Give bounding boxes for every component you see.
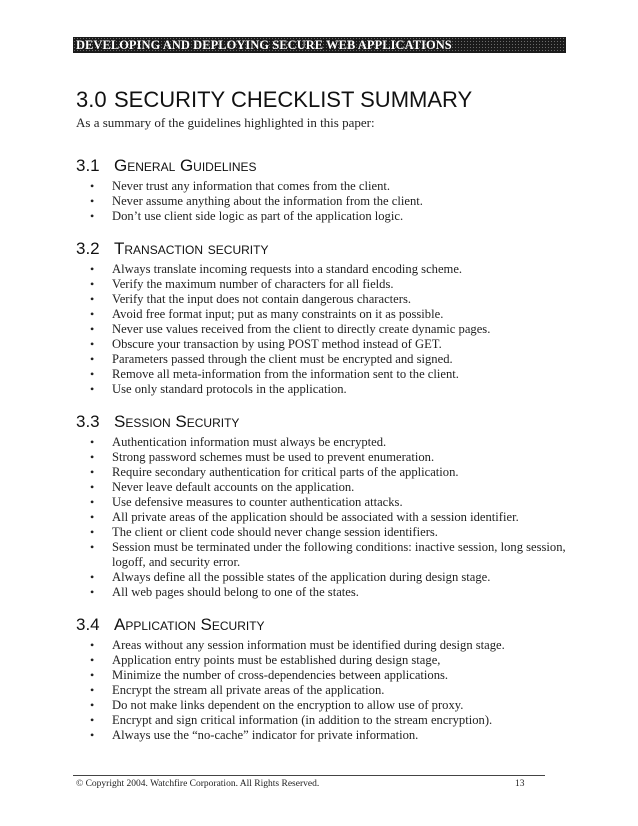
bullet-icon: • (90, 367, 95, 381)
bullet-icon: • (90, 435, 95, 449)
bullet-list (76, 638, 576, 743)
list-item: • Require secondary authentication for critical parts of the application. (90, 465, 459, 479)
list-item: • Areas without any session information must be identified during design stage. (90, 638, 505, 652)
bullet-icon: • (90, 450, 95, 464)
bullet-icon: • (90, 307, 95, 321)
bullet-icon: • (90, 698, 95, 712)
running-header-title: DEVELOPING AND DEPLOYING SECURE WEB APPLICATIONS (76, 38, 452, 52)
bullet-list (76, 179, 576, 224)
list-item: • Never trust any information that comes from the client. (90, 179, 391, 193)
bullet-icon: • (90, 683, 95, 697)
list-item: • Don’t use client side logic as part of the application logic. (90, 209, 404, 223)
footer-copyright: © Copyright 2004. Watchfire Corporation. All Rights Reserved. (76, 779, 320, 789)
list-item: • Do not make links dependent on the encryption to allow use of proxy. (90, 698, 464, 712)
bullet-icon: • (90, 292, 95, 306)
list-item: • The client or client code should never change session identifiers. (90, 525, 438, 539)
bullet-icon: • (90, 262, 95, 276)
bullet-icon: • (90, 194, 95, 208)
bullet-icon: • (90, 668, 95, 682)
page-number: 13 (515, 779, 525, 789)
list-item: • Always use the “no-cache” indicator for private information. (90, 728, 419, 742)
list-item: • Parameters passed through the client must be encrypted and signed. (90, 352, 453, 366)
bullet-list (76, 435, 576, 600)
bullet-icon: • (90, 570, 95, 584)
section-number: 3.2 (76, 239, 100, 258)
bullet-icon: • (90, 382, 95, 396)
bullet-icon: • (90, 713, 95, 727)
list-item: • Never assume anything about the information from the client. (90, 194, 423, 208)
list-item: • Obscure your transaction by using POST method instead of GET. (90, 337, 442, 351)
list-item: • Use only standard protocols in the application. (90, 382, 347, 396)
section-transaction-security (76, 238, 576, 397)
bullet-icon: • (90, 585, 95, 599)
bullet-icon: • (90, 209, 95, 223)
list-item: • Verify that the input does not contain dangerous characters. (90, 292, 412, 306)
list-item: • Encrypt and sign critical information (in addition to the stream encryption). (90, 713, 493, 727)
section-heading (76, 411, 576, 433)
section-heading (76, 238, 576, 260)
list-item: • Remove all meta-information from the information sent to the client. (90, 367, 459, 381)
section-title: Transaction security (114, 239, 269, 258)
footer-divider (73, 775, 545, 776)
section-title: General Guidelines (114, 156, 257, 175)
running-header-band (73, 37, 566, 53)
bullet-icon: • (90, 322, 95, 336)
chapter-title: SECURITY CHECKLIST SUMMARY (114, 87, 473, 112)
bullet-icon: • (90, 480, 95, 494)
intro-paragraph: As a summary of the guidelines highlighted in this paper: (76, 115, 375, 130)
section-session-security (76, 411, 576, 600)
chapter-number: 3.0 (76, 87, 107, 112)
bullet-icon: • (90, 352, 95, 366)
bullet-icon: • (90, 638, 95, 652)
chapter-heading (76, 86, 576, 114)
section-application-security (76, 614, 576, 743)
bullet-icon: • (90, 337, 95, 351)
list-item: • Application entry points must be established during design stage, (90, 653, 441, 667)
bullet-icon: • (90, 728, 95, 742)
page-content (76, 86, 576, 743)
bullet-icon: • (90, 510, 95, 524)
list-item: • Authentication information must always be encrypted. (90, 435, 387, 449)
bullet-icon: • (90, 525, 95, 539)
list-item: • Use defensive measures to counter authentication attacks. (90, 495, 403, 509)
bullet-icon: • (90, 179, 95, 193)
bullet-icon: • (90, 653, 95, 667)
list-item: • Verify the maximum number of characters for all fields. (90, 277, 394, 291)
list-item: • All private areas of the application should be associated with a session identifier. (90, 510, 519, 524)
section-heading (76, 155, 576, 177)
list-item: • Strong password schemes must be used to prevent enumeration. (90, 450, 435, 464)
list-item: • All web pages should belong to one of the states. (90, 585, 359, 599)
list-item: • Encrypt the stream all private areas of the application. (90, 683, 385, 697)
section-number: 3.4 (76, 615, 100, 634)
bullet-icon: • (90, 495, 95, 509)
list-item: • Always define all the possible states of the application during design stage. (90, 570, 491, 584)
list-item: • Never leave default accounts on the application. (90, 480, 355, 494)
bullet-list (76, 262, 576, 397)
section-general-guidelines (76, 155, 576, 224)
section-number: 3.1 (76, 156, 100, 175)
bullet-icon: • (90, 277, 95, 291)
list-item: • Session must be terminated under the following conditions: inactive session, long session, logoff, and security error. (90, 540, 566, 569)
section-heading (76, 614, 576, 636)
list-item: • Always translate incoming requests into a standard encoding scheme. (90, 262, 463, 276)
section-number: 3.3 (76, 412, 100, 431)
list-item: • Minimize the number of cross-dependencies between applications. (90, 668, 449, 682)
section-title: Session Security (114, 412, 240, 431)
bullet-icon: • (90, 465, 95, 479)
section-title: Application Security (114, 615, 265, 634)
bullet-icon: • (90, 540, 95, 554)
list-item: • Avoid free format input; put as many constraints on it as possible. (90, 307, 444, 321)
list-item: • Never use values received from the client to directly create dynamic pages. (90, 322, 491, 336)
